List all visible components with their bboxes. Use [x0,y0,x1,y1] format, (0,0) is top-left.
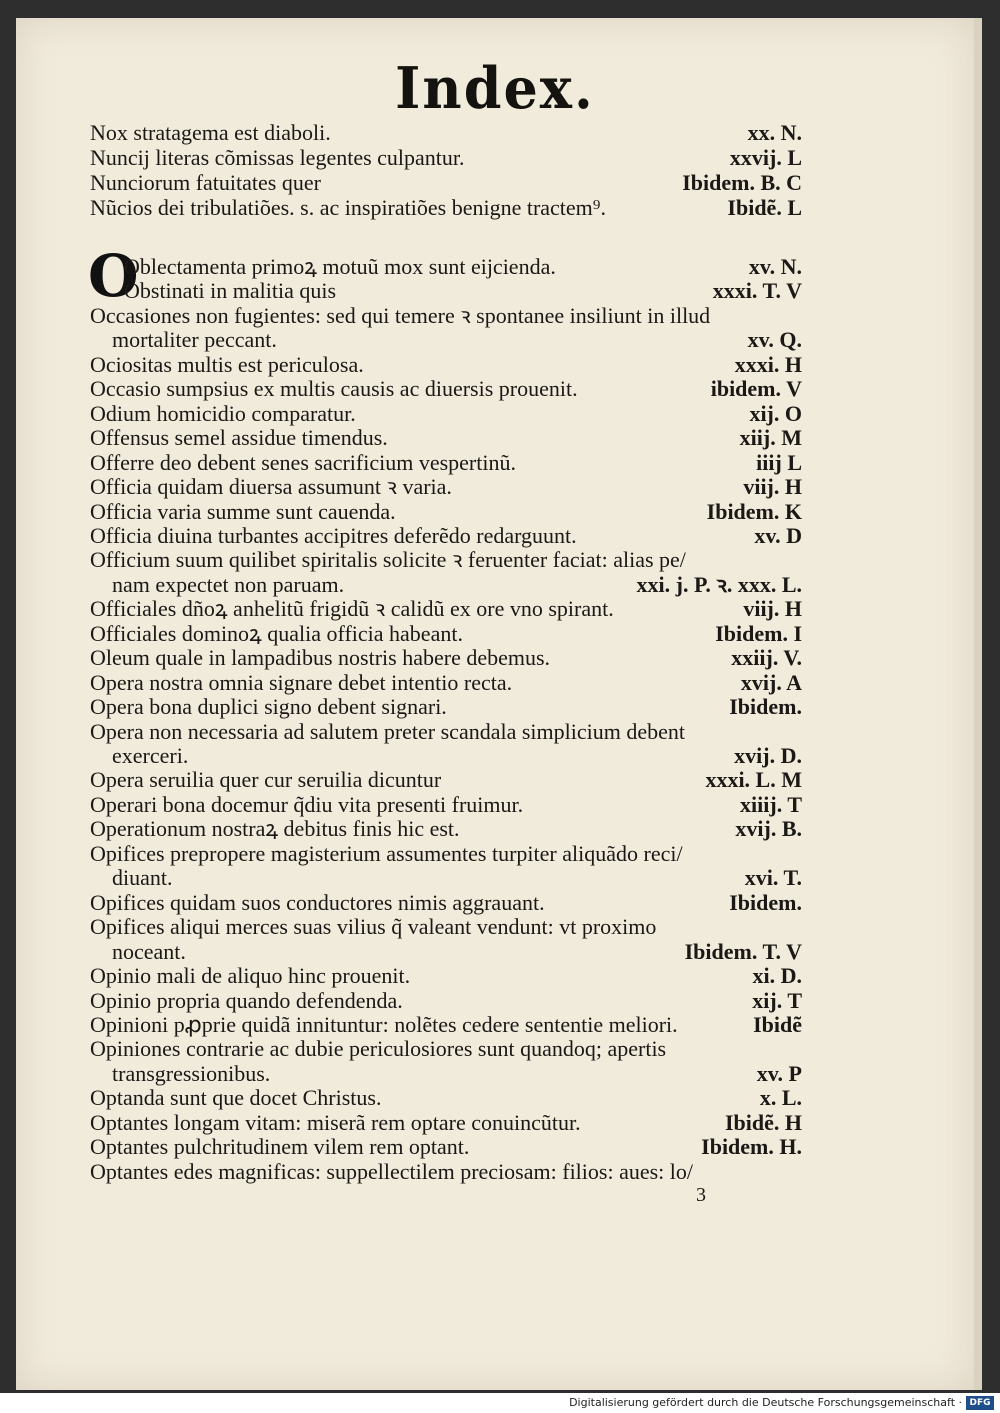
entry-text: Oleum quale in lampadibus nostris habere debemus. [90,645,551,671]
entry-reference: Ibidem. K [706,498,802,524]
entry-reference: xxvij. L [729,145,802,170]
index-entry [90,694,802,719]
index-entry [90,963,802,988]
index-entry [90,547,802,572]
entry-reference: xv. D [754,522,802,548]
entry-reference: viij. H [743,596,802,622]
signature-mark: 3 [696,1184,706,1206]
entry-text: Optantes longam vitam: miserã rem optare conuincũtur. [90,1109,581,1135]
entry-reference: Ibidem. [729,694,802,720]
entry-text: exerceri. [112,743,189,768]
index-entry [90,376,802,401]
index-entry [90,914,802,939]
page-heading: Index. [395,54,595,122]
entry-text: Operari bona docemur q̃diu vita presenti fruimur. [90,791,524,817]
entry-reference: xiiij. T [740,791,802,817]
entry-reference: Ibidẽ. L [727,195,802,220]
entry-text: mortaliter peccant. [112,327,277,353]
index-entry [90,474,802,499]
index-entry [90,890,802,915]
entry-text: transgressionibus. [112,1060,271,1086]
entry-text: Opifices prepropere magisterium assumentes turpiter aliquãdo reci/ [90,840,683,866]
entry-text: Officium suum quilibet spiritalis solicite ꝛ feruenter faciat: alias pe/ [90,547,686,573]
footer-bar [0,1393,1000,1413]
index-entry [90,1085,802,1110]
entry-text: Officia diuina turbantes accipitres deferẽdo redarguunt. [90,522,577,548]
entry-reference: x. L. [759,1085,802,1111]
index-entry [112,327,802,352]
entry-text: Opinio mali de aliquo hinc prouenit. [90,963,411,989]
index-entry [90,670,802,695]
entry-reference: ibidem. V [710,376,802,402]
index-entry [90,1036,802,1061]
index-entry [90,1134,802,1159]
entry-text: Officiales dñoꝝ anhelitũ frigidũ ꝛ calidũ ex ore vno spirant. [90,596,614,622]
entry-text: Offerre deo debent senes sacrificium vespertinũ. [90,449,516,475]
entry-text: Nuncij literas cõmissas legentes culpantur. [90,145,465,170]
entry-reference: xij. T [752,987,802,1013]
index-entry [90,499,802,524]
index-entry [90,621,802,646]
entry-text: Opifices aliqui merces suas vilius q̃ valeant vendunt: vt proximo [90,914,657,940]
index-entry [90,1012,802,1037]
index-entry [90,841,802,866]
entry-reference: Ibidem. I [715,620,802,646]
entry-reference: xv. Q. [747,327,802,353]
index-entry [90,450,802,475]
index-entry [90,816,802,841]
entry-reference: xiij. M [739,425,802,451]
page-edge [974,18,982,1390]
entry-text: Opera non necessaria ad salutem preter scandala simplicium debent [90,718,685,744]
entry-text: Opinio propria quando defendenda. [90,987,403,1013]
entry-reference: xi. D. [752,963,802,989]
index-entry [90,719,802,744]
index-entry [90,254,802,279]
index-entry [90,303,802,328]
entry-reference: xvij. A [740,669,802,695]
entry-text: Nunciorum fatuitates quer [90,170,321,195]
entry-reference: xxi. j. P. ꝛ. xxx. L. [636,571,802,597]
entry-text: noceant. [112,938,186,964]
entry-text: diuant. [112,865,173,891]
entry-text: Oblectamenta primoꝝ motuũ mox sunt eijcienda. [124,254,556,279]
entry-reference: xxxi. L. M [705,767,802,793]
entry-text: Occasiones non fugientes: sed qui temere ꝛ spontanee insiliunt in illud [90,302,711,328]
entry-reference: xvij. B. [735,816,802,842]
index-entry [112,743,802,768]
drop-initial-o: O [88,242,139,310]
entry-reference: xxxi. T. V [712,278,802,304]
entry-reference: xvij. D. [734,743,802,768]
index-entry [90,401,802,426]
entry-reference: xij. O [749,400,802,426]
entry-text: Opiniones contrarie ac dubie periculosiores sunt quandoq; apertis [90,1036,667,1062]
index-entry [112,1061,802,1086]
entry-text: Opera bona duplici signo debent signari. [90,694,447,720]
entry-reference: xxiij. V. [731,645,802,671]
entry-text: Opera nostra omnia signare debet intentio recta. [90,669,513,695]
index-entry [90,145,802,170]
entry-reference: xv. N. [748,254,802,279]
index-entry [90,988,802,1013]
entry-reference: iiij L [756,449,802,475]
index-entry [90,352,802,377]
entry-text: Officia quidam diuersa assumunt ꝛ varia. [90,474,452,500]
entry-text: Nox stratagema est diaboli. [90,120,331,145]
entry-reference: Ibidẽ. H [724,1109,802,1135]
index-entry [90,120,802,145]
dfg-logo-icon: DFG [966,1396,994,1410]
entry-reference: xv. P [756,1060,802,1086]
entry-reference: Ibidem. T. V [684,938,802,964]
index-entry [90,1159,802,1184]
index-entry [90,523,802,548]
entry-text: Nũcios dei tribulatiões. s. ac inspiratiões benigne tractem⁹. [90,195,606,220]
entry-text: Optanda sunt que docet Christus. [90,1085,382,1111]
index-entry [90,425,802,450]
index-entry [90,1110,802,1135]
footer-credit: Digitalisierung gefördert durch die Deutsche Forschungsgemeinschaft · [569,1396,962,1409]
entry-text: Odium homicidio comparatur. [90,400,356,426]
entry-text: Officia varia summe sunt cauenda. [90,498,396,524]
entry-text: Occasio sumpsius ex multis causis ac diuersis prouenit. [90,376,578,402]
index-entry [112,865,802,890]
entry-text: nam expectet non paruam. [112,571,345,597]
index-entry [90,645,802,670]
entry-text: Offensus semel assidue timendus. [90,425,388,451]
entry-reference: xvi. T. [744,865,802,891]
entry-text: Officiales dominoꝝ qualia officia habeant. [90,620,463,646]
entry-text: Optantes pulchritudinem vilem rem optant. [90,1134,470,1160]
entry-reference: Ibidem. B. C [682,170,802,195]
index-entry [90,195,802,220]
entry-text: Opera seruilia quer cur seruilia dicuntur [90,767,442,793]
entry-reference: Ibidem. H. [701,1134,802,1160]
index-entry [90,278,802,303]
entry-text: Opifices quidam suos conductores nimis aggrauant. [90,889,545,915]
index-entry [112,572,802,597]
entry-reference: viij. H [743,474,802,500]
index-entry [90,767,802,792]
index-entry [90,596,802,621]
index-entry [90,792,802,817]
entry-reference: Ibidem. [729,889,802,915]
entry-text: Obstinati in malitia quis [124,278,337,304]
entry-text: Opinioni pꝓprie quidã innituntur: nolẽtes cedere sententie meliori. [90,1011,678,1037]
index-entry [112,939,802,964]
entry-reference: xx. N. [747,120,802,145]
entry-text: Operationum nostraꝝ debitus finis hic est. [90,816,460,842]
entry-reference: Ibidẽ [753,1011,802,1037]
entry-text: Ociositas multis est periculosa. [90,351,364,377]
entry-text: Optantes edes magnificas: suppellectilem preciosam: filios: aues: lo/ [90,1158,694,1184]
entry-reference: xxxi. H [734,351,802,377]
index-entry [90,170,802,195]
book-page [16,18,974,1390]
